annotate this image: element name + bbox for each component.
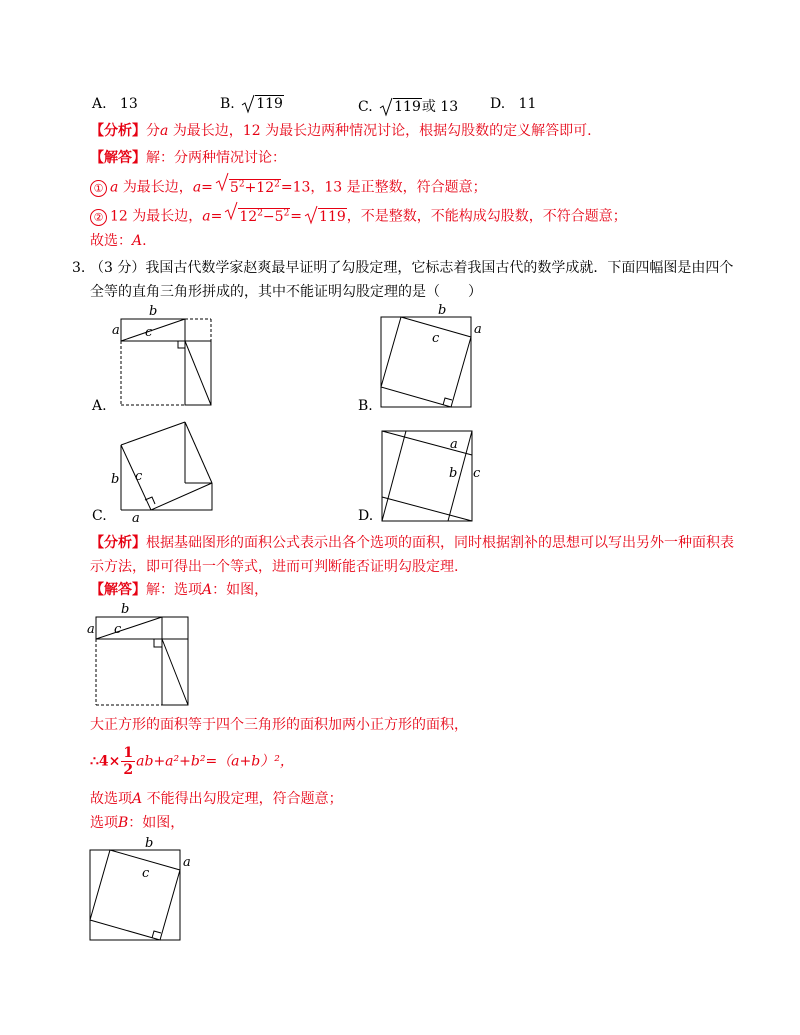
q3-analysis-2: 示方法，即可得出一个等式，进而可判断能否证明勾股定理. [90,559,459,575]
option-d: D. 11 [490,96,537,112]
figure-d-b-label: b [449,466,458,481]
q2-case-1: ① a 为最长边，a= $5^2+12^2=13$，13 是正整数，符合题意； [90,174,487,198]
figure-c-label: C. [92,508,107,524]
figure-a-b-label: b [149,304,158,319]
figure-b [375,300,490,415]
figure-a-label: A. [92,398,107,414]
solution-figure-a-a-label: a [87,622,95,637]
figure-d [375,415,490,530]
figure-c [105,415,225,525]
q3-formula: ∴4× $\frac{1}{2}$ ab+a²+b²=（a+b）²， [90,745,294,778]
solution-figure-b-b-label: b [145,836,154,851]
figure-b-label: B. [358,398,373,414]
q3-analysis-1: 【分析】根据基础图形的面积公式表示出各个选项的面积，同时根据割补的思想可以写出另外一种面积表 [90,535,734,551]
figure-a [105,300,225,415]
q2-answer-head: 【解答】解：分两种情况讨论： [90,150,286,166]
question-3-number: 3. [72,260,86,276]
figure-b-a-label: a [474,322,482,337]
option-c: C. 119或 13 [358,99,459,115]
question-3-stem-2: 全等的直角三角形拼成的，其中不能证明勾股定理的是（ ） [90,284,482,300]
q3-conclusion: 故选项A 不能得出勾股定理，符合题意； [90,791,343,807]
q3-statement: 大正方形的面积等于四个三角形的面积加两小正方形的面积， [90,717,468,733]
option-a: A. 13 [92,96,138,112]
figure-a-a-label: a [112,323,120,338]
solution-figure-a-b-label: b [121,602,130,617]
figure-c-c-label: c [135,469,143,484]
figure-d-label: D. [358,508,374,524]
solution-figure-a [78,598,203,718]
q2-choice: 故选：A. [90,233,147,249]
solution-figure-b-c-label: c [142,866,150,881]
figure-c-a-label: a [132,511,140,525]
figure-d-c-label: c [473,466,481,481]
figure-a-c-label: c [145,325,153,340]
q3-answer-head: 【解答】解：选项A：如图， [90,582,269,598]
figure-d-a-label: a [450,437,458,452]
q2-case-2: ② 12 为最长边，a= $12^2-5^2=$ 119，不是整数，不能构成勾股数，不符合题意； [90,203,627,227]
q3-option-b: 选项B：如图， [90,815,185,831]
question-3-stem-1: （3 分）我国古代数学家赵爽最早证明了勾股定理，它标志着我国古代的数学成就．下面四幅图是由四个 [90,260,734,276]
solution-figure-b-a-label: a [183,855,191,870]
solution-figure-a-c-label: c [114,622,122,637]
figure-c-b-label: b [111,472,120,487]
figure-b-c-label: c [432,331,440,346]
q2-analysis: 【分析】分a 为最长边，12 为最长边两种情况讨论，根据勾股数的定义解答即可. [90,123,592,139]
option-b: B. 119 [220,96,283,112]
figure-b-b-label: b [438,303,447,318]
solution-figure-b [85,832,200,947]
